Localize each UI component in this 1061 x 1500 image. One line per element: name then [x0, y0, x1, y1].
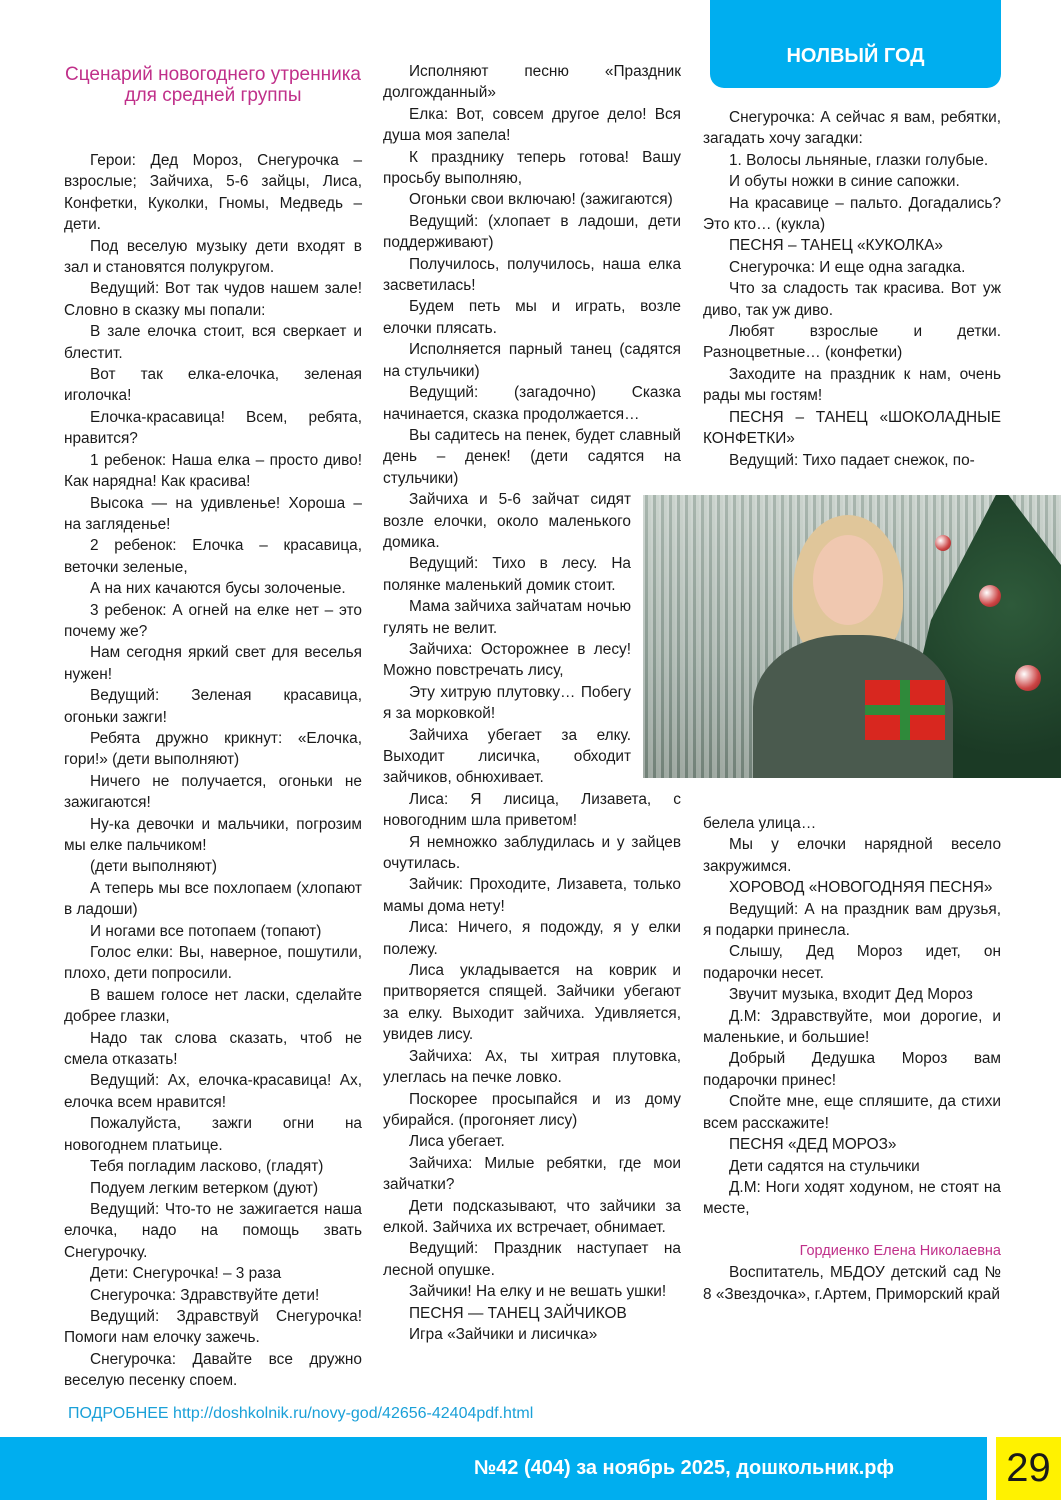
paragraph: Надо так слова сказать, чтоб не смела отказать! — [64, 1029, 362, 1069]
paragraph: Ведущий: Вот так чудов нашем зале! Словно в сказку мы попали: — [64, 280, 362, 319]
paragraph: Снегурочка: А сейчас я вам, ребятки, загадать хочу загадки: — [703, 109, 1001, 148]
paragraph: Что за сладость так красива. Вот уж диво, так уж диво. — [703, 280, 1001, 319]
person-face — [813, 535, 883, 625]
paragraph: Елка: Вот, совсем другое дело! Вся душа моя запела! — [383, 105, 681, 145]
ornament — [1015, 665, 1041, 691]
ornament — [979, 585, 1001, 607]
text-column-3-top — [703, 107, 1001, 471]
paragraph: Под веселую музыку дети входят в зал и становятся полукругом. — [64, 237, 362, 277]
paragraph: Высока — на удивленье! Хороша – на загляденье! — [64, 494, 362, 533]
author-name: Гордиенко Елена Николаевна — [799, 1242, 1001, 1259]
paragraph: Мы у елочки нарядной весело закружимся. — [703, 836, 1001, 875]
paragraph: Огоньки свои включаю! (зажигаются) — [409, 191, 673, 209]
paragraph: В зале елочка стоит, вся сверкает и блестит. — [64, 323, 362, 362]
paragraph: Поскорее просыпайся и из дому убирайся. (прогоняет лису) — [383, 1090, 681, 1129]
paragraph: 3 ребенок: А огней на елке нет – это почему же? — [64, 601, 362, 640]
paragraph: Ведущий: А на праздник вам друзья, я подарки принесла. — [703, 900, 1001, 940]
paragraph: Лиса: Ничего, я подожду, я у елки полежу. — [383, 919, 681, 958]
paragraph: Лиса убегает. — [409, 1133, 505, 1151]
paragraph: Ведущий: Ах, елочка-красавица! Ах, елочка всем нравится! — [64, 1072, 362, 1111]
text-column-2 — [383, 61, 681, 1345]
author-info: Воспитатель, МБДОУ детский сад № 8 «Звездочка», г.Артем, Приморский край — [703, 1264, 1001, 1303]
paragraph: Дети садятся на стульчики — [729, 1157, 920, 1175]
paragraph: Ведущий: Зеленая красавица, огоньки зажги! — [64, 687, 362, 726]
paragraph: К празднику теперь готова! Вашу просьбу выполняю, — [383, 148, 681, 188]
paragraph: ПЕСНЯ – ТАНЕЦ «ШОКОЛАДНЫЕ КОНФЕТКИ» — [703, 408, 1001, 448]
paragraph: Тебя погладим ласково, (гладят) — [90, 1158, 324, 1176]
paragraph: Я немножко заблудилась и у зайцев очутилась. — [383, 833, 681, 873]
paragraph: Звучит музыка, входит Дед Мороз — [729, 986, 973, 1004]
paragraph: ПЕСНЯ – ТАНЕЦ «КУКОЛКА» — [729, 237, 943, 255]
paragraph: Д.М: Здравствуйте, мои дорогие, и маленькие, и большие! — [703, 1007, 1001, 1047]
paragraph: Мама зайчиха зайчатам ночью гулять не велит. — [383, 598, 631, 637]
footer-bar — [0, 1437, 987, 1500]
paragraph: Эту хитрую плутовку… Побегу я за морковкой! — [383, 683, 631, 723]
paragraph: Ведущий: Тихо падает снежок, по- — [729, 451, 975, 469]
paragraph: Зайчик: Проходите, Лизавета, только мамы дома нету! — [383, 876, 681, 915]
paragraph: (дети выполняют) — [90, 858, 218, 876]
paragraph: Снегурочка: И еще одна загадка. — [729, 258, 966, 276]
paragraph: Лиса укладывается на коврик и притворяется спящей. Зайчики убегают за елку. Выходит зайчиха. Удивляется, увидев лису. — [383, 962, 681, 1044]
paragraph: Зайчики! На елку и не вешать ушки! — [409, 1283, 667, 1301]
paragraph: Снегурочка: Здравствуйте дети! — [90, 1286, 320, 1304]
paragraph: 1. Волосы льняные, глазки голубые. — [729, 151, 989, 169]
paragraph: Исполняют песню «Праздник долгожданный» — [383, 63, 681, 102]
paragraph: Заходите на праздник к нам, очень рады мы гостям! — [703, 365, 1001, 405]
section-title: НОЛВЫЙ ГОД — [786, 45, 925, 67]
paragraph: На красавице – пальто. Догадались? Это кто… (кукла) — [703, 194, 1001, 234]
gift-box — [865, 680, 945, 740]
paragraph: Исполняется парный танец (садятся на стульчики) — [383, 341, 681, 380]
paragraph: Ведущий: Тихо в лесу. На полянке маленький домик стоит. — [383, 555, 631, 594]
ornament — [935, 535, 951, 551]
paragraph: 2 ребенок: Елочка – красавица, веточки зеленые, — [64, 537, 362, 576]
paragraph: Зайчиха убегает за елку. Выходит лисичка, обходит зайчиков, обнюхивает. — [383, 726, 631, 787]
section-tab — [710, 0, 1001, 88]
paragraph: Зайчиха: Осторожнее в лесу! Можно повстречать лису, — [383, 640, 631, 680]
paragraph: ПЕСНЯ «ДЕД МОРОЗ» — [729, 1136, 897, 1154]
paragraph: Ну-ка девочки и мальчики, погрозим мы елке пальчиком! — [64, 815, 362, 854]
text-column-3-bottom — [703, 813, 1001, 1305]
paragraph: Дети: Снегурочка! – 3 раза — [90, 1265, 282, 1283]
paragraph: И обуты ножки в синие сапожки. — [729, 173, 960, 191]
paragraph: Ведущий: (загадочно) Сказка начинается, сказка продолжается… — [383, 384, 681, 423]
paragraph: Слышу, Дед Мороз идет, он подарочки несет. — [703, 943, 1001, 982]
page-number: 29 — [996, 1437, 1061, 1500]
paragraph: И ногами все потопаем (топают) — [90, 922, 322, 940]
paragraph: Подуем легким ветерком (дуют) — [90, 1179, 319, 1197]
paragraph: Добрый Дедушка Мороз вам подарочки принес! — [703, 1050, 1001, 1089]
paragraph: В вашем голосе нет ласки, сделайте добрее глазки, — [64, 986, 362, 1026]
paragraph: Ведущий: Здравствуй Снегурочка! Помоги нам елочку зажечь. — [64, 1307, 362, 1347]
paragraph: Игра «Зайчики и лисичка» — [409, 1325, 598, 1343]
article-title: Сценарий новогоднего утренника для средней группы — [65, 64, 361, 106]
paragraph: Вы садитесь на пенек, будет славный день – денек! (дети садятся на стульчики) — [383, 426, 681, 487]
paragraph: Снегурочка: Давайте все дружно веселую песенку споем. — [64, 1350, 362, 1390]
paragraph: Нам сегодня яркий свет для веселья нужен! — [64, 644, 362, 683]
more-link[interactable]: ПОДРОБНЕЕ http://doshkolnik.ru/novy-god/42656-42404pdf.html — [68, 1405, 534, 1422]
issue-info: №42 (404) за ноябрь 2025, дошкольник.рф — [473, 1457, 894, 1479]
paragraph: белела улица… — [703, 815, 817, 832]
paragraph: 1 ребенок: Наша елка – просто диво! Как нарядна! Как красива! — [64, 451, 362, 491]
paragraph: Любят взрослые и детки. Разноцветные… (конфетки) — [703, 323, 1001, 362]
paragraph: Получилось, получилось, наша елка засветилась! — [383, 255, 681, 295]
text-column-1 — [64, 150, 362, 1392]
paragraph: Ничего не получается, огоньки не зажигаются! — [64, 772, 362, 812]
paragraph: Спойте мне, еще спляшите, да стихи всем расскажите! — [703, 1093, 1001, 1132]
paragraph: Будем петь мы и играть, возле елочки плясать. — [383, 298, 681, 337]
paragraph: Вот так елка-елочка, зеленая иголочка! — [64, 366, 362, 405]
paragraph: Зайчиха: Ах, ты хитрая плутовка, улеглась на печке ловко. — [383, 1047, 681, 1087]
paragraph: Дети подсказывают, что зайчики за елкой. Зайчиха их встречает, обнимает. — [383, 1197, 681, 1236]
paragraph: ПЕСНЯ — ТАНЕЦ ЗАЙЧИКОВ — [409, 1304, 627, 1322]
paragraph: Герои: Дед Мороз, Снегурочка – взрослые; Зайчиха, 5-6 зайцы, Лиса, Конфетки, Куколки, Гномы, Медведь – дети. — [64, 152, 362, 234]
paragraph: Зайчиха: Милые ребятки, где мои зайчатки? — [383, 1154, 681, 1194]
paragraph: Д.М: Ноги ходят ходуном, не стоят на месте, — [703, 1178, 1001, 1218]
paragraph: А теперь мы все похлопаем (хлопают в ладоши) — [64, 879, 362, 919]
paragraph: Ведущий: Праздник наступает на лесной опушке. — [383, 1240, 681, 1279]
paragraph: Голос елки: Вы, наверное, пошутили, плохо, дети попросили. — [64, 944, 362, 983]
paragraph: Ведущий: (хлопает в ладоши, дети поддерживают) — [383, 212, 681, 252]
paragraph: А на них качаются бусы золоченые. — [90, 580, 346, 598]
paragraph: Елочка-красавица! Всем, ребята, нравится? — [64, 408, 362, 448]
article-photo — [643, 495, 1061, 778]
paragraph: Зайчиха и 5-6 зайчат сидят возле елочки, около маленького домика. — [383, 491, 631, 551]
paragraph: Пожалуйста, зажги огни на новогоднем платьице. — [64, 1115, 362, 1154]
paragraph: Ребята дружно крикнут: «Елочка, гори!» (дети выполняют) — [64, 729, 362, 769]
paragraph: ХОРОВОД «НОВОГОДНЯЯ ПЕСНЯ» — [729, 879, 993, 897]
paragraph: Лиса: Я лисица, Лизавета, с новогодним шла приветом! — [383, 790, 681, 830]
paragraph: Ведущий: Что-то не зажигается наша елочка, надо на помощь звать Снегурочку. — [64, 1200, 362, 1261]
